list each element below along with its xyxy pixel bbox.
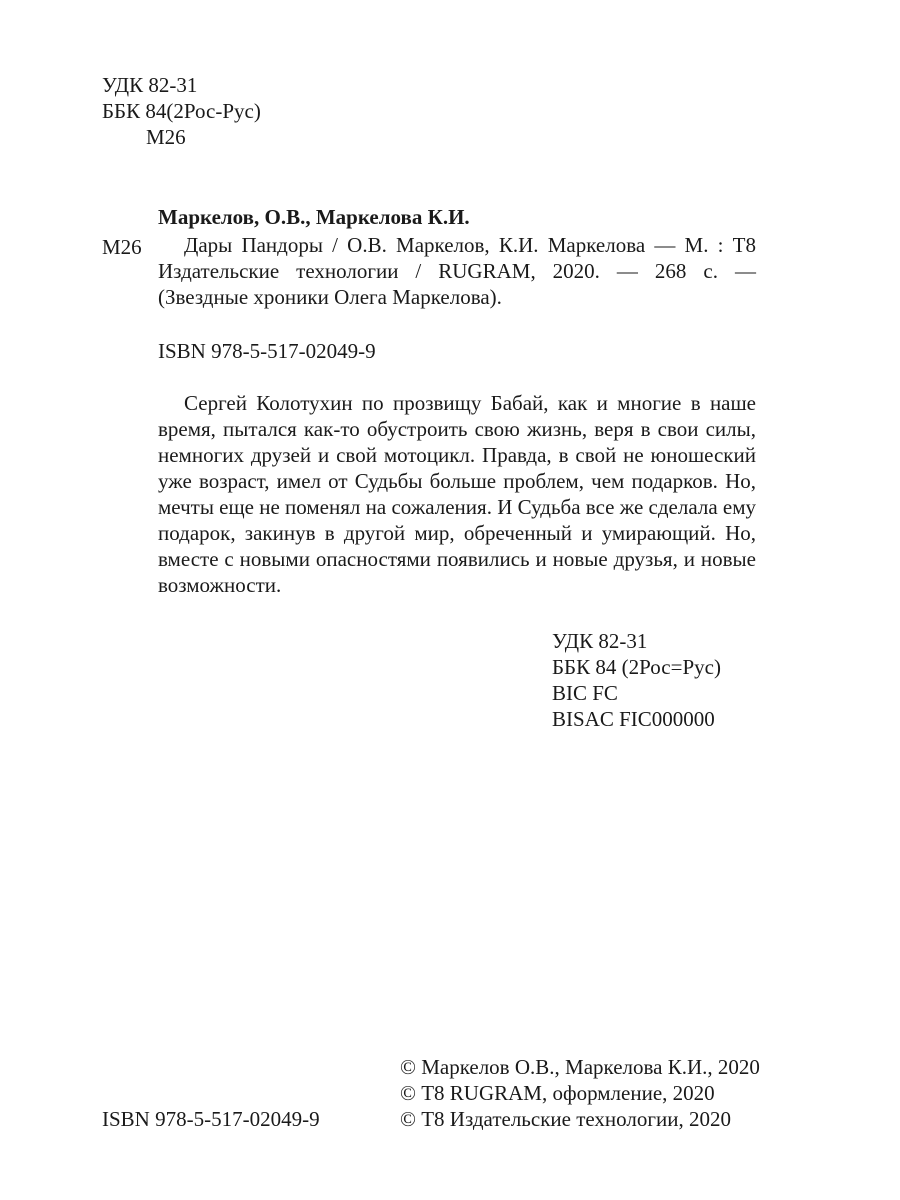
bbk-code-right: ББК 84 (2Рос=Рус) xyxy=(552,655,721,679)
isbn-bottom: ISBN 978-5-517-02049-9 xyxy=(102,1107,320,1131)
copyright-line: © Т8 Издательские технологии, 2020 xyxy=(400,1107,731,1131)
udk-code-right: УДК 82-31 xyxy=(552,629,648,653)
copyright-line: © Маркелов О.В., Маркелова К.И., 2020 xyxy=(400,1055,760,1079)
classification-block-top xyxy=(102,72,261,150)
copyright-line: © Т8 RUGRAM, оформление, 2020 xyxy=(400,1081,715,1105)
author-heading: Маркелов, О.В., Маркелова К.И. xyxy=(158,205,470,229)
cutter-mark: М26 xyxy=(102,235,142,259)
cutter-code: М26 xyxy=(146,125,186,149)
isbn-main: ISBN 978-5-517-02049-9 xyxy=(158,339,376,363)
udk-code: УДК 82-31 xyxy=(102,73,198,97)
annotation: Сергей Колотухин по прозвищу Бабай, как и многие в наше время, пытался как-то обустроить свою жизнь, веря в свои силы, немногих друзей и свой мотоцикл. Правда, в свой не юношеский уже возраст, имел от Судьбы больше проблем, чем подарков. Но, мечты еще не поменял на сожаления. И Судьба все же сделала ему подарок, закинув в другой мир, обреченный и умирающий. Но, вместе с новыми опасностями появились и новые друзья, и новые возможности. xyxy=(158,391,756,597)
bbk-code: ББК 84(2Рос-Рус) xyxy=(102,99,261,123)
copyright-block xyxy=(400,1054,760,1132)
bibliographic-description: Дары Пандоры / О.В. Маркелов, К.И. Маркелова — М. : Т8 Издательские технологии / RUGRAM, 2020. — 268 с. — (Звездные хроники Олега Маркелова). xyxy=(158,233,756,309)
classification-block-right xyxy=(552,628,721,732)
bic-code: BIC FC xyxy=(552,681,618,705)
bisac-code: BISAC FIC000000 xyxy=(552,707,715,731)
